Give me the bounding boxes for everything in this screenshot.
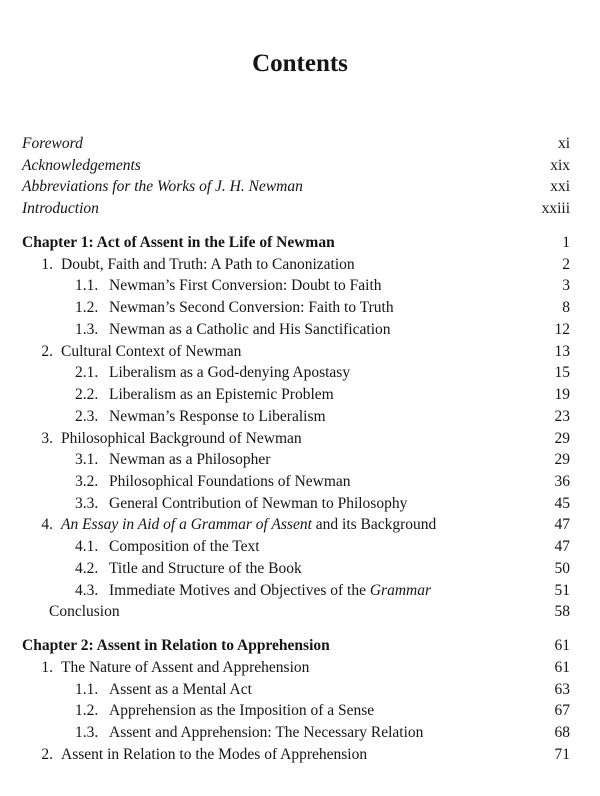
section-label: Cultural Context of Newman [61, 342, 242, 360]
subsection-number: 3.1. [75, 451, 99, 469]
section-number: 1. [41, 255, 53, 273]
entry-page: xxi [550, 178, 570, 196]
section-label: Doubt, Faith and Truth: A Path to Canonization [61, 255, 355, 273]
subsection-label: Assent and Apprehension: The Necessary Relation [109, 724, 424, 742]
subsection-number: 1.1. [75, 680, 99, 698]
subsection-label: Newman’s Response to Liberalism [109, 407, 326, 425]
entry-label: Introduction [22, 200, 99, 218]
toc-entry-acknowledgements [22, 155, 570, 177]
subsection-label-italic: Grammar [369, 581, 431, 599]
entry-label: Abbreviations for the Works of J. H. Newman [22, 178, 303, 196]
subsection-label: Philosophical Foundations of Newman [109, 473, 351, 491]
subsection-label: Newman as a Catholic and His Sanctification [109, 320, 391, 338]
toc-subsection [22, 275, 570, 297]
entry-page: 68 [554, 724, 570, 742]
toc-section [22, 341, 570, 363]
toc-entry-abbreviations [22, 176, 570, 198]
section-label-rest: and its Background [311, 516, 437, 534]
entry-page: 12 [554, 320, 570, 338]
page-title: Contents [252, 50, 348, 77]
subsection-number: 2.2. [75, 386, 99, 404]
entry-page: 8 [562, 299, 570, 317]
section-label-italic: An Essay in Aid of a Grammar of Assent [61, 516, 312, 534]
subsection-number: 1.1. [75, 277, 99, 295]
toc-subsection [22, 471, 570, 493]
toc-subsection [22, 558, 570, 580]
subsection-label: Title and Structure of the Book [109, 559, 302, 577]
chapter-title: Chapter 1: Act of Assent in the Life of Newman [22, 233, 335, 251]
section-number: 1. [41, 658, 53, 676]
entry-page: 3 [562, 277, 570, 295]
subsection-label: Newman as a Philosopher [109, 451, 271, 469]
section-number: 3. [41, 429, 53, 447]
toc-subsection [22, 580, 570, 602]
entry-page: 61 [554, 658, 570, 676]
subsection-label: Liberalism as a God-denying Apostasy [109, 364, 351, 382]
subsection-label: Liberalism as an Epistemic Problem [109, 386, 334, 404]
toc-section [22, 657, 570, 679]
toc-entry-foreword [22, 133, 570, 155]
subsection-number: 1.3. [75, 320, 99, 338]
toc-section [22, 428, 570, 450]
subsection-number: 3.2. [75, 473, 99, 491]
subsection-number: 1.2. [75, 702, 99, 720]
subsection-label: Newman’s Second Conversion: Faith to Truth [109, 299, 394, 317]
section-label: The Nature of Assent and Apprehension [61, 658, 310, 676]
subsection-label: Assent as a Mental Act [109, 680, 252, 698]
toc-entry-introduction [22, 198, 570, 220]
toc-subsection [22, 536, 570, 558]
section-label: Philosophical Background of Newman [61, 429, 302, 447]
toc-chapter-1 [22, 232, 570, 254]
subsection-number: 4.1. [75, 538, 99, 556]
entry-page: 47 [554, 538, 570, 556]
entry-page: 47 [554, 516, 570, 534]
section-number: 2. [41, 342, 53, 360]
entry-page: 2 [562, 255, 570, 273]
chapter-title: Chapter 2: Assent in Relation to Apprehension [22, 637, 330, 655]
subsection-label: Newman’s First Conversion: Doubt to Faith [109, 277, 382, 295]
entry-page: 63 [554, 680, 570, 698]
entry-page: 19 [554, 386, 570, 404]
entry-page: 36 [554, 473, 570, 491]
toc-conclusion [22, 601, 570, 623]
toc-subsection [22, 679, 570, 701]
entry-page: xix [550, 156, 570, 174]
toc-chapter-2 [22, 635, 570, 657]
entry-page: 58 [554, 603, 570, 621]
toc-subsection [22, 362, 570, 384]
entry-page: 29 [554, 451, 570, 469]
toc-section [22, 744, 570, 766]
subsection-label: General Contribution of Newman to Philosophy [109, 494, 408, 512]
subsection-number: 4.2. [75, 559, 99, 577]
toc-subsection [22, 406, 570, 428]
entry-page: 61 [554, 637, 570, 655]
toc-section [22, 254, 570, 276]
entry-label: Acknowledgements [22, 156, 141, 174]
subsection-label: Apprehension as the Imposition of a Sense [109, 702, 375, 720]
subsection-number: 3.3. [75, 494, 99, 512]
toc-subsection [22, 493, 570, 515]
subsection-label: Composition of the Text [109, 538, 260, 556]
section-label: Assent in Relation to the Modes of Apprehension [61, 745, 368, 763]
toc-subsection [22, 722, 570, 744]
subsection-number: 2.3. [75, 407, 99, 425]
toc-subsection [22, 297, 570, 319]
toc-subsection [22, 449, 570, 471]
section-number: 4. [41, 516, 53, 534]
entry-page: 1 [562, 233, 570, 251]
subsection-number: 4.3. [75, 581, 99, 599]
entry-page: 50 [554, 559, 570, 577]
section-number: 2. [41, 745, 53, 763]
entry-page: 67 [554, 702, 570, 720]
entry-page: xi [557, 135, 570, 152]
toc-subsection [22, 700, 570, 722]
conclusion-label: Conclusion [49, 603, 120, 621]
entry-page: 23 [554, 407, 570, 425]
entry-page: 51 [554, 581, 570, 599]
entry-page: xxiii [541, 200, 570, 218]
toc-subsection [22, 319, 570, 341]
entry-page: 29 [554, 429, 570, 447]
subsection-number: 2.1. [75, 364, 99, 382]
entry-label: Foreword [22, 135, 83, 152]
toc-subsection [22, 384, 570, 406]
subsection-number: 1.2. [75, 299, 99, 317]
toc-section [22, 514, 570, 536]
entry-page: 15 [554, 364, 570, 382]
entry-page: 45 [554, 494, 570, 512]
entry-page: 13 [554, 342, 570, 360]
table-of-contents [22, 133, 570, 766]
subsection-label-start: Immediate Motives and Objectives of the [109, 581, 370, 599]
subsection-number: 1.3. [75, 724, 99, 742]
entry-page: 71 [554, 745, 570, 763]
